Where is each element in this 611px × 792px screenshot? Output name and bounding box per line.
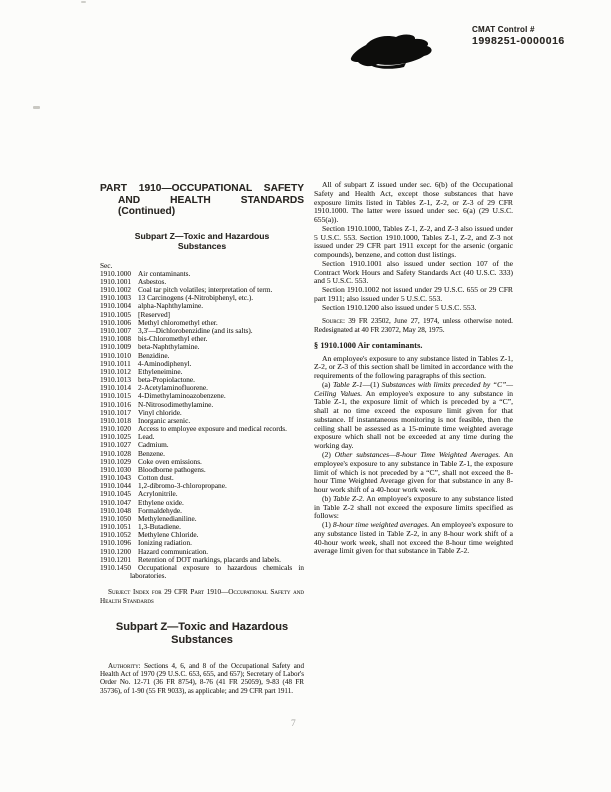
section-title: Ethyleneimine. <box>138 366 183 376</box>
section-number: 1910.1030 <box>100 464 132 474</box>
section-title: 2-Acetylaminofluorene. <box>138 383 208 393</box>
section-title: Acrylonitrile. <box>138 489 178 499</box>
section-number: 1910.1017 <box>100 407 132 417</box>
right-column <box>314 181 513 556</box>
section-number: 1910.1009 <box>100 342 132 352</box>
text-segment: Sections 4, 6, and 8 of the Occupational Safety and Health Act of 1970 (29 U.S.C. 653, 655, and 657); Secretary of Labor's Order No. 12-71 (36 FR 8754), 8-76 (41 FR 25059), 9-83 (48 FR 35736), of 1-90 (55 FR 9033), as applicable; and 29 CFR part 1911. <box>100 662 305 695</box>
section-number: 1910.1029 <box>100 456 132 466</box>
section-title: Hazard communication. <box>138 546 209 556</box>
paragraph <box>314 317 513 334</box>
section-title: alpha-Naphthylamine. <box>138 301 204 311</box>
section-number: 1910.1201 <box>100 554 132 564</box>
text-segment: —(1) <box>362 379 382 389</box>
section-number: 1910.1011 <box>100 358 131 368</box>
section-title: 13 Carcinogens (4-Nitrobiphenyl, etc.). <box>138 293 254 303</box>
section-number: 1910.1003 <box>100 293 132 303</box>
section-number: 1910.1025 <box>100 432 132 442</box>
section-title: Lead. <box>138 432 155 442</box>
section-number: 1910.1045 <box>100 489 132 499</box>
section-title: Retention of DOT markings, placards and labels. <box>138 554 281 564</box>
paragraph <box>314 341 513 350</box>
section-title: Asbestos. <box>138 276 167 286</box>
black-marker-redaction-icon <box>346 24 442 77</box>
section-title: Ionizing radiation. <box>138 538 192 548</box>
section-title: Ethylene oxide. <box>138 497 184 507</box>
text-segment: (a) <box>322 379 333 389</box>
text-segment: Table Z-1 <box>332 379 363 389</box>
section-title: Coke oven emissions. <box>138 456 202 466</box>
paragraph <box>314 381 513 451</box>
section-title: N-Nitrosodimethylamine. <box>138 399 214 409</box>
subpart-toc-heading: Subpart Z—Toxic and Hazardous Substances <box>134 231 270 252</box>
part-heading: PART 1910—OCCUPATIONAL SAFETY AND HEALTH STANDARDS (Continued) <box>100 183 304 218</box>
paragraph <box>314 181 513 225</box>
section-title: Cotton dust. <box>138 473 174 483</box>
subpart-body-heading: Subpart Z—Toxic and Hazardous Substances <box>115 620 289 647</box>
text-segment: All of subpart Z issued under sec. 6(b) of the Occupational Safety and Health Act, except those substances that have exposure limits listed in Tables Z-1, Z-2, or Z-3 of 29 CFR 1910.1000. The latter were issued under sec. 6(a) (29 U.S.C. 655(a)). <box>314 180 513 225</box>
section-list-item <box>100 424 304 434</box>
control-number-label: CMAT Control # <box>472 25 535 34</box>
section-title: 3,3'—Dichlorobenzidine (and its salts). <box>138 325 253 335</box>
section-number: 1910.1020 <box>100 424 132 434</box>
section-title: Methylene Chloride. <box>138 530 199 540</box>
section-number: 1910.1018 <box>100 415 132 425</box>
authority-note <box>100 662 304 695</box>
section-title: Bloodborne pathogens. <box>138 464 206 474</box>
scan-speck <box>81 1 86 3</box>
section-number: 1910.1048 <box>100 505 132 515</box>
subject-index-note: Subject Index for 29 CFR Part 1910—Occupational Safety and Health Standards <box>100 588 304 605</box>
text-segment: (1) <box>322 520 333 530</box>
text-segment: An employee's exposure to any substance in Table Z-1, the exposure limit of which is not preceded by a “C”, shall not exceed the 8-hour Time Weighted Average given for that substance in any 8-hour work shift of a 40-hour work week. <box>314 450 513 495</box>
text-segment: Section 1910.1002 not issued under 29 U.S.C. 655 or 29 CFR part 1911; also issued under 5 U.S.C. 553. <box>314 285 513 303</box>
sec-label: Sec. <box>100 260 113 270</box>
paragraph <box>314 304 513 313</box>
section-number: 1910.1450 <box>100 562 132 572</box>
section-title: 4-Dimethylaminoazobenzene. <box>138 391 226 401</box>
text-segment: An employee's exposure to any substance listed in Table Z-2 shall not exceed the exposure limits specified as follows: <box>314 493 513 521</box>
page-number: 7 <box>291 719 296 729</box>
section-number: 1910.1052 <box>100 530 132 540</box>
section-title: Formaldehyde. <box>138 505 182 515</box>
scan-speck <box>33 106 40 109</box>
section-number: 1910.1005 <box>100 309 132 319</box>
section-number: 1910.1004 <box>100 301 132 311</box>
section-title: Coal tar pitch volatiles; interpretation of term. <box>138 285 273 295</box>
text-segment: (b) <box>322 493 334 503</box>
text-segment: Table Z-2. <box>333 493 365 503</box>
section-number: 1910.1015 <box>100 391 132 401</box>
section-number: 1910.1012 <box>100 366 132 376</box>
section-number: 1910.1028 <box>100 448 132 458</box>
section-number: 1910.1044 <box>100 481 132 491</box>
section-number: 1910.1007 <box>100 325 132 335</box>
left-column <box>100 183 304 695</box>
section-number: 1910.1200 <box>100 546 132 556</box>
text-segment: 8-hour time weighted averages. <box>332 520 430 530</box>
text-segment: An employee's exposure to any substance listed in Tables Z-1, Z-2, or Z-3 of this section shall be limited in accordance with the requirements of the following paragraphs of this section. <box>314 353 513 381</box>
paragraph <box>314 495 513 521</box>
section-number: 1910.1000 <box>100 268 132 278</box>
control-number-value: 1998251-0000016 <box>472 35 565 47</box>
text-segment: Authority: <box>108 662 145 671</box>
section-title: Cadmium. <box>138 440 169 450</box>
section-number: 1910.1016 <box>100 399 132 409</box>
section-title: 4-Aminodiphenyl. <box>137 358 192 368</box>
section-title: Inorganic arsenic. <box>138 415 191 425</box>
section-title: 1,2-dibromo-3-chloropropane. <box>138 481 227 491</box>
text-segment: § 1910.1000 Air contaminants. <box>314 341 423 351</box>
paragraph <box>314 521 513 556</box>
section-number: 1910.1014 <box>100 383 132 393</box>
text-segment: Substances with limits preceded by “C”—Ceiling Values. <box>314 379 513 398</box>
text-segment: Section 1910.1200 also issued under 5 U.S.C. 553. <box>322 302 477 312</box>
text-segment: An employee's exposure to any substance in Table Z-1, the exposure limit of which is preceded by a “C”, shall at no time exceed the exposure limit given for that substance. If instantaneous monitoring is not feasible, then the ceiling shall be assessed as a 15-minute time weighted average exposure which shall not be exceeded at any time during the working day. <box>314 388 513 451</box>
paragraph <box>314 260 513 286</box>
section-number: 1910.1043 <box>100 473 132 483</box>
section-number: 1910.1008 <box>100 334 132 344</box>
section-title: Methyl chloromethyl ether. <box>138 317 218 327</box>
paragraph <box>314 355 513 381</box>
text-segment: (2) <box>322 450 335 459</box>
section-title: beta-Propiolactone. <box>138 375 195 385</box>
control-number-block <box>472 25 565 47</box>
section-number: 1910.1050 <box>100 513 132 523</box>
text-segment: Other substances—8-hour Time Weighted Averages. <box>334 450 501 459</box>
paragraph <box>314 225 513 260</box>
section-title: 1,3-Butadiene. <box>138 522 181 532</box>
text-segment: 39 FR 23502, June 27, 1974, unless otherwise noted. Redesignated at 40 FR 23072, May 28, 1975. <box>314 317 513 334</box>
section-number: 1910.1001 <box>100 276 132 286</box>
section-number: 1910.1006 <box>100 317 132 327</box>
section-list-item <box>100 562 304 581</box>
section-number: 1910.1047 <box>100 497 132 507</box>
section-title: Benzene. <box>138 448 165 458</box>
text-segment: Section 1910.1000, Tables Z-1, Z-2, and Z-3 also issued under 5 U.S.C. 553. Section 1910.1000, Tables Z-1, Z-2, and Z-3 not issued under 29 CFR part 1911 except for the arsenic (organic compounds), benzene, and cotton dust listings. <box>314 223 513 260</box>
section-title: Benzidine. <box>138 350 170 360</box>
section-title: bis-Chloromethyl ether. <box>138 334 208 344</box>
paragraph <box>314 286 513 304</box>
section-number: 1910.1051 <box>100 522 132 532</box>
section-title: Access to employee exposure and medical records. <box>138 424 287 434</box>
section-title: Vinyl chloride. <box>138 407 182 417</box>
section-title: Methylenedianiline. <box>138 513 197 523</box>
section-title: [Reserved] <box>138 309 171 319</box>
section-title: beta-Naphthylamine. <box>138 342 200 352</box>
paragraph <box>100 662 304 695</box>
section-number: 1910.1010 <box>100 350 132 360</box>
section-title: Air contaminants. <box>138 268 191 278</box>
section-number: 1910.1096 <box>100 538 132 548</box>
section-number: 1910.1027 <box>100 440 132 450</box>
text-segment: An employee's exposure to any substance listed in Table Z-2, in any 8-hour work shift of a 40-hour work week, shall not exceed the 8-hour time weighted average limit given for that substance in Table Z-2. <box>314 520 513 556</box>
section-number: 1910.1013 <box>100 375 132 385</box>
section-list <box>100 270 304 581</box>
text-segment: Section 1910.1001 also issued under section 107 of the Contract Work Hours and Safety Standards Act (40 U.S.C. 333) and 5 U.S.C. 553. <box>314 258 513 286</box>
paragraph <box>314 451 513 495</box>
text-segment: Source: <box>322 317 349 326</box>
section-title: Occupational exposure to hazardous chemicals in laboratories. <box>130 562 304 581</box>
section-number: 1910.1002 <box>100 285 132 295</box>
